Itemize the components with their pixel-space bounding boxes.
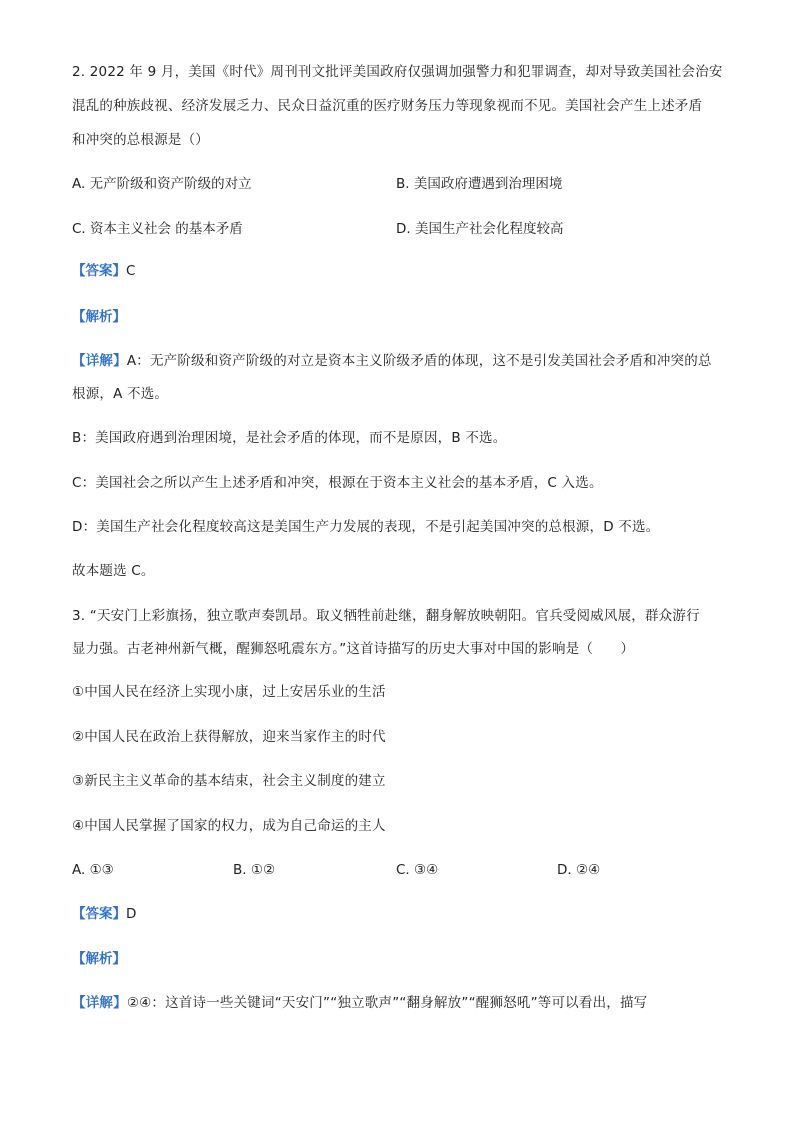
q2-stem-line-2: 混乱的种族歧视、经济发展乏力、民众日益沉重的医疗财务压力等现象视而不见。美国社会产生上述矛盾 [72,98,703,114]
q3-answer-close: 】 [112,906,126,922]
q2-stem-line-3: 和冲突的总根源是（） [72,132,209,148]
q2-analysis-close: 】 [112,309,126,325]
q2-detail-line-4: C：美国社会之所以产生上述矛盾和冲突，根源在于资本主义社会的基本矛盾，C 入选。 [72,475,603,491]
q2-option-a: A. 无产阶级和资产阶级的对立 [72,176,252,192]
q2-detail-line-5: D：美国生产社会化程度较高这是美国生产力发展的表现，不是引起美国冲突的总根源，D 不选。 [72,519,660,535]
q3-detail-label: 详解 [85,995,114,1011]
q2-option-b: B. 美国政府遭遇到治理困境 [396,176,563,192]
q3-stem-line-1: 3. “天安门上彩旗扬，独立歌声奏凯昂。取义牺牲前赴继，翻身解放映朝阳。官兵受阅威风展，群众游行 [72,608,700,624]
q3-analysis [72,949,126,969]
q2-answer-label: 答案 [85,263,113,279]
q2-analysis [72,307,126,327]
q3-analysis-open: 【 [72,951,86,967]
q2-detail-text-1: A：无产阶级和资产阶级的对立是资本主义阶级矛盾的体现，这不是引发美国社会矛盾和冲突的总 [126,353,712,369]
q3-answer-label: 答案 [85,906,113,922]
q2-answer-close: 】 [112,263,126,279]
q3-option-b: B. ①② [233,862,276,878]
q3-analysis-close: 】 [112,951,126,967]
q2-detail-line-1 [72,351,724,371]
q3-option-c: C. ③④ [396,862,439,878]
q2-detail-close: 】 [113,353,127,369]
q2-option-c: C. 资本主义社会 的基本矛盾 [72,221,243,237]
q2-detail-label: 详解 [85,353,114,369]
q2-answer-value: C [126,263,136,279]
q2-analysis-open: 【 [72,309,86,325]
q2-detail-line-3: B：美国政府遇到治理困境，是社会矛盾的体现，而不是原因，B 不选。 [72,430,507,446]
q3-item-1: ①中国人民在经济上实现小康，过上安居乐业的生活 [72,684,386,700]
q2-detail-open: 【 [72,353,86,369]
q3-answer-value: D [126,906,137,922]
q2-detail-line-6: 故本题选 C。 [72,563,155,579]
q3-answer-open: 【 [72,906,86,922]
q2-option-d: D. 美国生产社会化程度较高 [396,221,564,237]
q3-stem-line-2: 显力强。古老神州新气概，醒狮怒吼震东方。”这首诗描写的历史大事对中国的影响是（ ） [72,641,635,657]
q3-answer [72,904,136,924]
q3-detail-close: 】 [113,995,127,1011]
q2-detail-line-2: 根源，A 不选。 [72,386,169,402]
q3-option-a: A. ①③ [72,862,114,878]
q3-detail-open: 【 [72,995,86,1011]
q2-answer [72,261,135,281]
q3-item-3: ③新民主主义革命的基本结束，社会主义制度的建立 [72,773,386,789]
q3-detail-line-1 [72,993,724,1013]
q3-option-d: D. ②④ [557,862,601,878]
q3-analysis-label: 解析 [85,951,113,967]
q3-item-4: ④中国人民掌握了国家的权力，成为自己命运的主人 [72,818,386,834]
q2-answer-open: 【 [72,263,86,279]
q3-item-2: ②中国人民在政治上获得解放，迎来当家作主的时代 [72,729,386,745]
q2-analysis-label: 解析 [85,309,113,325]
q3-detail-text: ②④：这首诗一些关键词“天安门”“独立歌声”“翻身解放”“醒狮怒吼”等可以看出，描写 [126,995,648,1011]
q2-stem-line-1: 2. 2022 年 9 月，美国《时代》周刊刊文批评美国政府仅强调加强警力和犯罪调查，却对导致美国社会治安 [72,64,723,80]
